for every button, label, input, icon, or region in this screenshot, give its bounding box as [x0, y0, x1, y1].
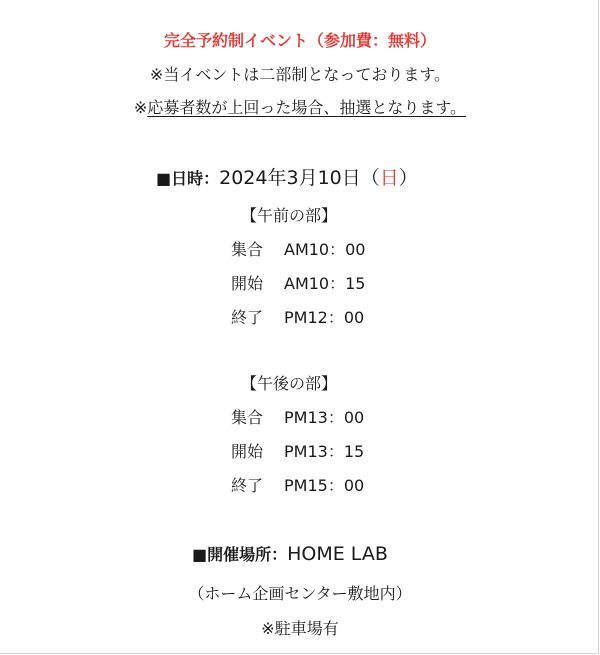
schedule-row — [231, 305, 364, 328]
venue-name: HOME LAB — [287, 543, 388, 565]
lottery-note-mark: ※ — [133, 98, 148, 117]
parking-note: ※駐車場有 — [261, 619, 339, 638]
schedule-row — [231, 473, 364, 496]
weekday: 日 — [379, 167, 399, 189]
lottery-note — [0, 95, 600, 118]
schedule-label: 集合 — [231, 408, 264, 427]
two-part-note: ※当イベントは二部制となっております。 — [149, 65, 451, 84]
lottery-note-text: 応募者数が上回った場合、抽選となります。 — [147, 98, 467, 117]
schedule-label: 終了 — [231, 476, 264, 495]
venue-line — [192, 542, 388, 565]
datetime-line — [156, 163, 418, 190]
schedule-label: 開始 — [231, 442, 264, 461]
schedule-time: PM13：15 — [284, 442, 365, 461]
afternoon-title: 【午後の部】 — [241, 374, 338, 393]
date-close: ） — [398, 167, 418, 189]
schedule-label: 開始 — [231, 274, 264, 293]
date-value: 2024年3月10日（ — [219, 167, 380, 189]
event-type-heading: 完全予約制イベント（参加費：無料） — [163, 31, 436, 50]
schedule-label: 集合 — [231, 240, 264, 259]
schedule-row — [231, 237, 365, 260]
schedule-time: AM10：00 — [284, 240, 366, 259]
morning-title: 【午前の部】 — [241, 206, 338, 225]
schedule-row — [231, 439, 364, 462]
schedule-time: AM10：15 — [284, 274, 366, 293]
schedule-row — [231, 271, 365, 294]
schedule-time: PM12：00 — [284, 308, 365, 327]
schedule-time: PM15：00 — [284, 476, 365, 495]
datetime-label: ■日時： — [156, 169, 220, 188]
schedule-row — [231, 405, 364, 428]
schedule-label: 終了 — [231, 308, 264, 327]
venue-label: ■開催場所： — [192, 545, 288, 564]
venue-sub: （ホーム企画センター敷地内） — [188, 584, 412, 603]
schedule-time: PM13：00 — [284, 408, 365, 427]
